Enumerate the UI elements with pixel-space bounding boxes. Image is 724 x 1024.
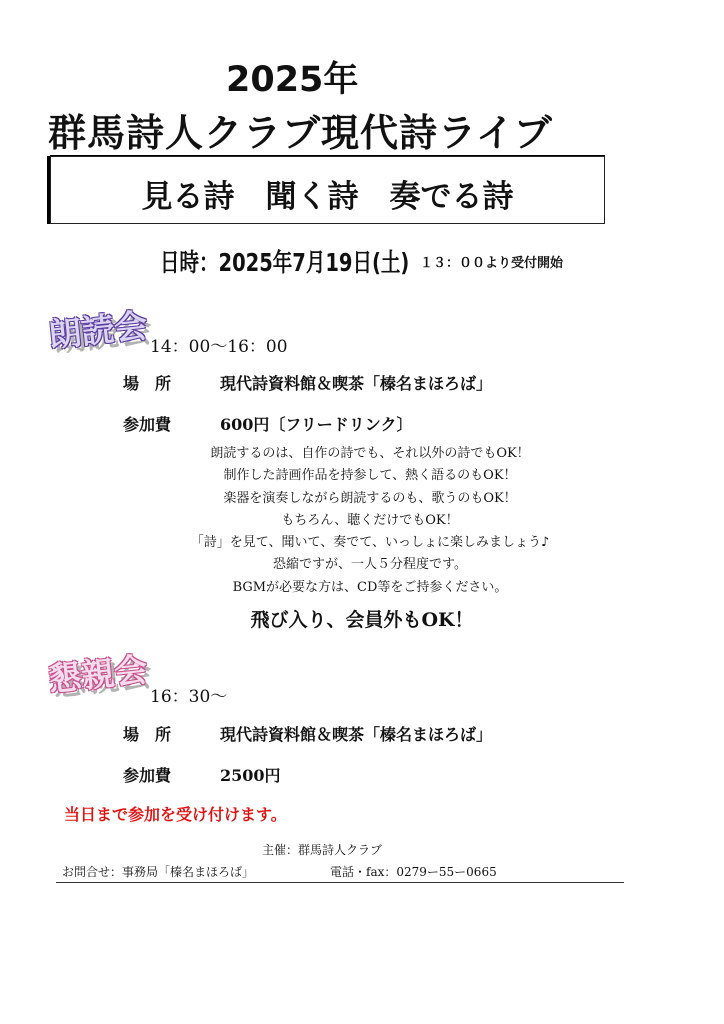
description-line: 朗読するのは、自作の詩でも、それ以外の詩でもOK！ [210,446,530,461]
event-date: 日時：2025年7月19日(土) [160,248,410,277]
subtitle-box [50,156,605,224]
social-venue-label: 場 所 [123,725,172,744]
reading-fee: 600円〔フリードリンク〕 [220,415,413,434]
reading-fee-label: 参加費 [123,415,172,434]
social-venue: 現代詩資料館＆喫茶「榛名まほろば」 [220,725,493,744]
social-section-heading: 懇親会 [46,649,150,699]
description-line: 制作した詩画作品を持参して、熱く語るのもOK！ [223,468,517,484]
organizer: 主催：群馬詩人クラブ [262,843,383,857]
description-line: もちろん、聴くだけでもOK！ [281,512,459,528]
reading-venue: 現代詩資料館＆喫茶「榛名まほろば」 [220,374,493,393]
event-title: 群馬詩人クラブ現代詩ライブ [48,111,553,155]
contact-office: お問合せ：事務局「榛名まほろば」 [62,865,255,879]
reading-time: 14：00～16：00 [150,337,288,357]
description-line: BGMが必要な方は、CD等をご持参ください。 [232,579,508,595]
reading-description [90,443,650,599]
contact-phone: 電話・fax：0279ー55ー0665 [330,865,497,879]
description-line: 楽器を演奏しながら朗読するのも、歌うのもOK！ [223,490,517,506]
event-year: 2025年 [226,60,359,100]
reading-venue-label: 場 所 [123,374,172,393]
description-line: 恐縮ですが、一人５分程度です。 [273,557,467,573]
social-time: 16：30～ [150,687,228,707]
deadline-notice: 当日まで参加を受け付けます。 [64,805,287,824]
footer-divider [56,882,624,883]
event-subtitle: 見る詩 聞く詩 奏でる詩 [141,179,514,215]
social-fee: 2500円 [220,766,281,785]
reception-time-note: １３：００より受付開始 [420,256,564,271]
walkin-notice: 飛び入り、会員外もOK！ [250,609,474,631]
social-fee-label: 参加費 [123,766,172,785]
description-line: 「詩」を見て、聞いて、奏でて、いっしょに楽しみましょう♪ [190,535,550,551]
reading-section-heading: 朗読会 [46,305,150,355]
